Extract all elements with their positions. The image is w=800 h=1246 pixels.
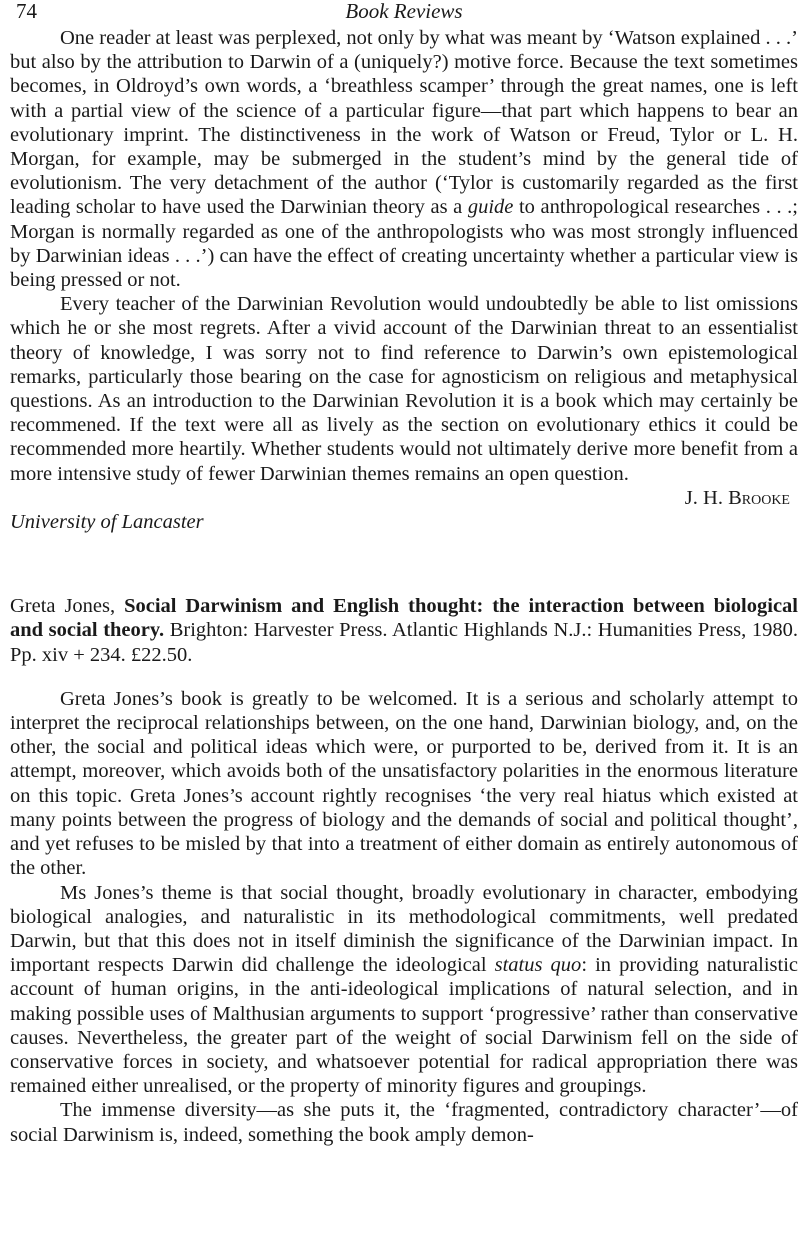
- running-head: Book Reviews: [345, 0, 463, 23]
- review-1-paragraph-2: Every teacher of the Darwinian Revolution would undoubtedly be able to list omissions which he or she most regrets. After a vivid account of the Darwinian threat to an essentialist theory of knowledge, I was sorry not to find reference to Darwin’s own epistemological remarks, particularly those bearing on the case for agnosticism on religious and metaphysical questions. As an introduction to the Darwinian Revolution it is a book which may certainly be recommened. If the text were all as lively as the section on evolutionary ethics it could be recommended more heartily. Whether students would not ultimately derive more benefit from a more intensive study of fewer Darwinian themes remains an open question.: [10, 293, 798, 485]
- review-2-p2-text-a: Ms Jones’s theme is that social thought, broadly evolutionary in character, embodying biological analogies, and naturalistic in its methodological commitments, well predated Darwin, but that this does not in itself diminish the significance of the Darwinian impact. In important respects Darwin did challenge the ideological: [10, 881, 798, 977]
- journal-page: [10, 0, 798, 1147]
- reviewer-affiliation: University of Lancaster: [10, 511, 204, 534]
- review-1-paragraph-1: [10, 26, 798, 292]
- review-1-p1-text-a: One reader at least was perplexed, not only by what was meant by ‘Watson explained . . .’ but also by the attribution to Darwin of a (uniquely?) motive force. Because the text sometimes becomes, in Oldroyd’s own words, a ‘breathless scamper’ through the great names, one is left with a partial view of the science of a particular figure—that part which happens to bear an evolutionary imprint. The distinctiveness in the work of Watson or Freud, Tylor or L. H. Morgan, for example, may be submerged in the student’s mind by the general tide of evolutionism. The very detachment of the author (‘Tylor is customarily regarded as the first leading scholar to have used the Darwinian theory as a: [10, 27, 798, 219]
- review-2-paragraph-1: Greta Jones’s book is greatly to be welcomed. It is a serious and scholarly attempt to interpret the reciprocal relationships between, on the one hand, Darwinian biology, and, on the other, the social and political ideas which were, or purported to be, derived from it. It is an attempt, moreover, which avoids both of the unsatisfactory polarities in the enormous literature on this topic. Greta Jones’s account rightly recognises ‘the very real hiatus which existed at many points between the progress of biology and the demands of social and political thought’, and yet refuses to be misled by that into a treatment of either domain as entirely autonomous of the other.: [10, 687, 798, 880]
- review-2-p2-text-b: : in providing naturalistic account of human origins, in the anti-ideological implications of natural selection, and in making possible uses of Malthusian arguments to support ‘progressive’ rather than conservative causes. Nevertheless, the greater part of the weight of social Darwinism fell on the side of conservative forces in society, and whatsoever potential for radical appropriation there was remained either unrealised, or the property of minority figures and groupings.: [10, 954, 798, 1098]
- review-1: [10, 26, 798, 534]
- review-2-paragraph-3: The immense diversity—as she puts it, the ‘fragmented, contradictory character’—of social Darwinism is, indeed, something the book amply demon-: [10, 1099, 798, 1146]
- page-header: [10, 0, 798, 26]
- review-2-book-title: Social Darwinism and English thought: the interaction between biological and social theory.: [10, 595, 798, 642]
- review-1-p1-guide: guide: [467, 196, 514, 219]
- page-number: 74: [16, 0, 37, 23]
- reviewer-signature: [10, 486, 798, 510]
- review-2: [10, 687, 798, 1147]
- reviewer-initials: J. H.: [684, 486, 729, 509]
- review-2-publication: Brighton: Harvester Press. Atlantic Highlands N.J.: Humanities Press, 1980. Pp. xiv + 234. £22.50.: [10, 619, 798, 666]
- review-1-p1-text-b: to anthropological researches . . .; Morgan is normally regarded as one of the anthropologists who was most strongly influenced by Darwinian ideas . . .’) can have the effect of creating uncertainty whether a particular view is being pressed or not.: [10, 196, 798, 292]
- reviewer-surname: Brooke: [728, 486, 790, 509]
- review-2-p2-status-quo: status quo: [494, 954, 582, 977]
- review-2-author: Greta Jones,: [10, 595, 125, 618]
- review-2-paragraph-2: [10, 881, 798, 1099]
- review-2-citation: [10, 594, 798, 667]
